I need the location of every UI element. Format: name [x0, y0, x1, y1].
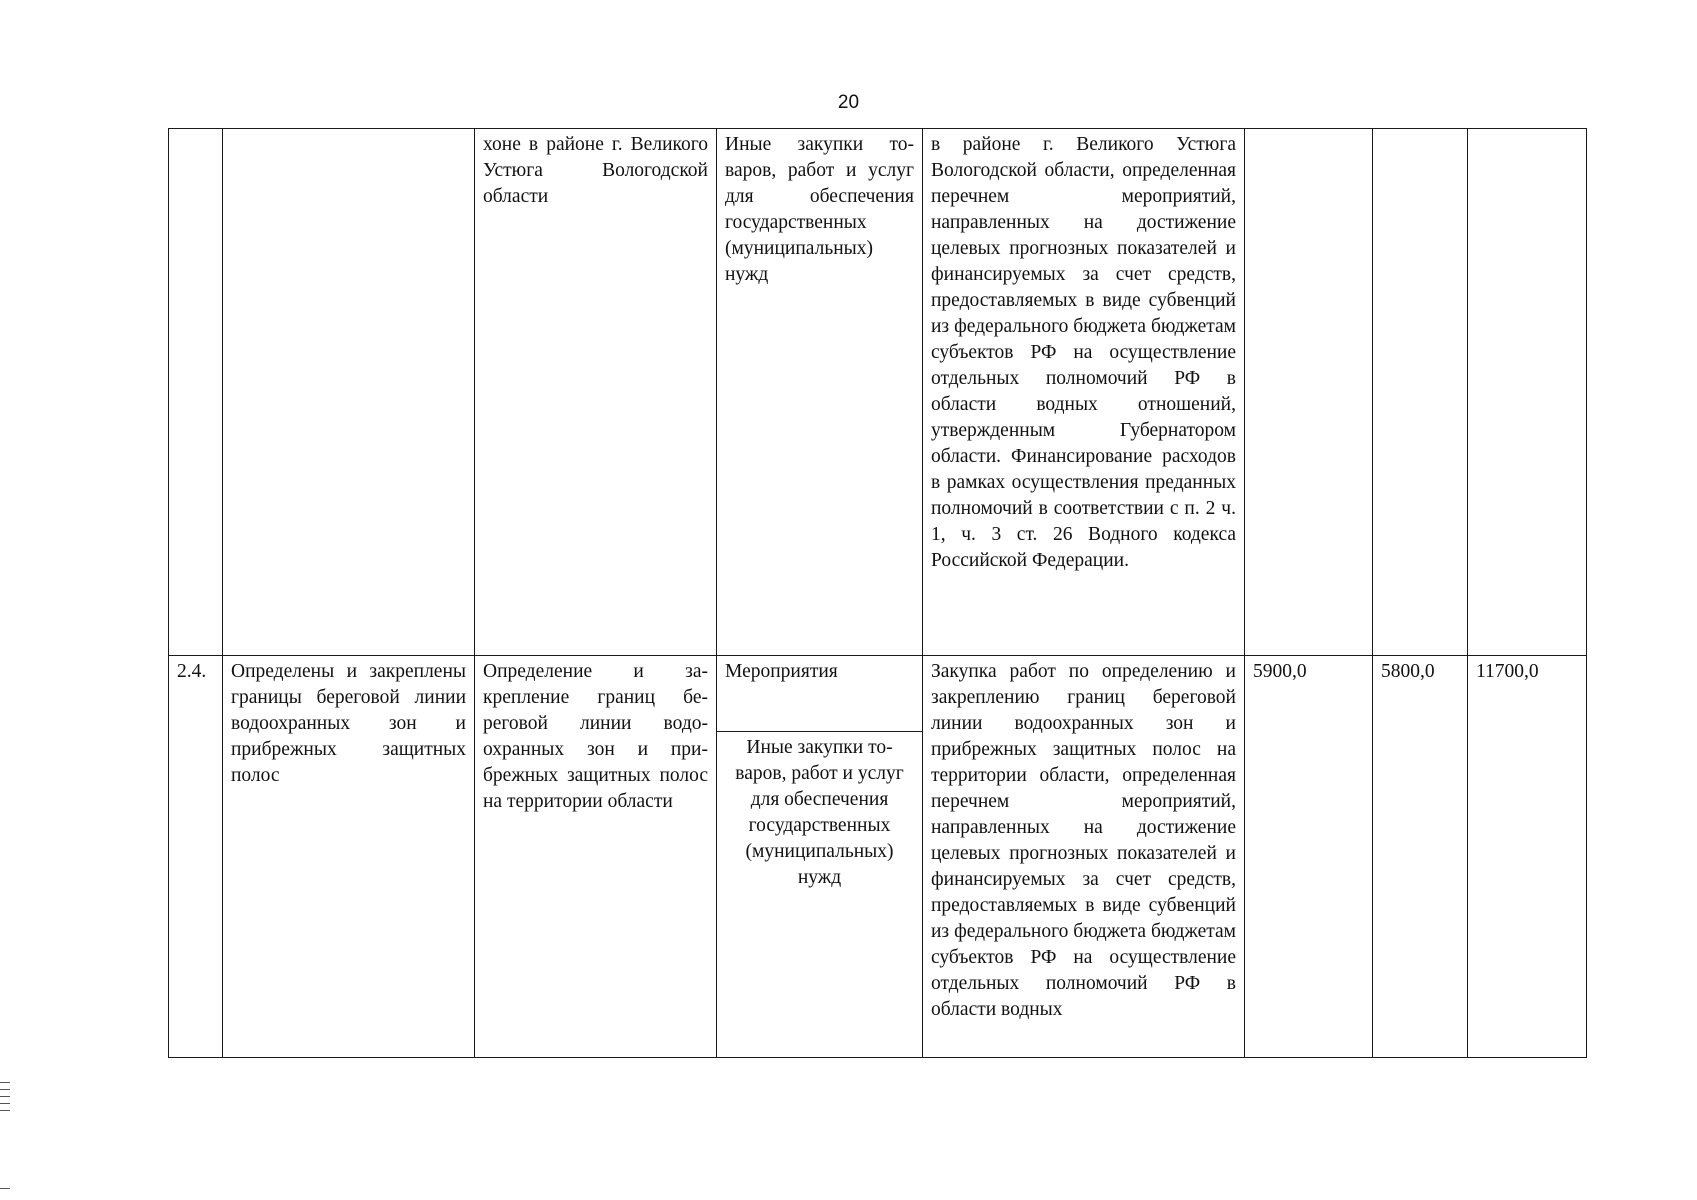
cell-amount-total: [1468, 129, 1587, 656]
program-table: [168, 128, 1587, 1058]
cell-amount-total: 11700,0: [1468, 656, 1587, 1058]
cell-amount-1: [1245, 129, 1373, 656]
cell-result: [223, 129, 475, 656]
cell-result: Определены и закреплены границы береговой линии водоохранных зон и прибрежных защитных полос: [223, 656, 475, 1058]
cell-description: в районе г. Великого Устюга Вологодской области, определенная перечнем мероприятий, направленных на достижение целевых прогнозных показателей и финансируемых за счет средств, предоставляемых в виде субвенций из федерального бюджета бюджетам субъектов РФ на осуществление отдельных полномочий РФ в области водных отношений, утвержденным Губернатором области. Финансирование расходов в рамках осуществления преданных полномочий в соответствии с п. 2 ч. 1, ч. 3 ст. 26 Водного кодекса Российской Федерации.: [923, 129, 1245, 656]
page-number: 20: [837, 92, 860, 113]
expense-type-procurement: Иные закупки товаров, работ и услуг для обеспечения государственных (муниципальных) нужд: [735, 737, 904, 888]
scan-mark: [0, 1103, 10, 1104]
cell-num: [169, 129, 223, 656]
scan-mark: [0, 1188, 10, 1189]
table-row-2-4: [169, 656, 1587, 1058]
table-row-continued: [169, 129, 1587, 656]
cell-amount-1: 5900,0: [1245, 656, 1373, 1058]
cell-expense-type: Иные закупки товаров, работ и услуг для обеспечения государственных (муниципальных) нужд: [717, 129, 923, 656]
cell-activity: Определение и закрепление границ береговой линии водоохранных зон и прибрежных защитных полос на территории области: [475, 656, 717, 1058]
cell-num: 2.4.: [169, 656, 223, 1058]
cell-activity: хоне в районе г. Великого Устюга Вологодской области: [475, 129, 717, 656]
expense-type-events: Мероприятия: [717, 656, 922, 732]
scan-mark: [0, 1082, 10, 1083]
cell-amount-2: [1373, 129, 1468, 656]
cell-amount-2: 5800,0: [1373, 656, 1468, 1058]
cell-description: Закупка работ по определению и закреплению границ береговой линии водоохранных зон и прибрежных защитных полос на территории области, определенная перечнем мероприятий, направленных на достижение целевых прогнозных показателей и финансируемых за счет средств, предоставляемых в виде субвенций из федерального бюджета бюджетам субъектов РФ на осуществление отдельных полномочий РФ в области водных: [923, 656, 1245, 1058]
scan-mark: [0, 1096, 10, 1097]
scan-mark: [0, 1089, 10, 1090]
cell-expense-type: [717, 656, 923, 1058]
scan-mark: [0, 1110, 10, 1111]
